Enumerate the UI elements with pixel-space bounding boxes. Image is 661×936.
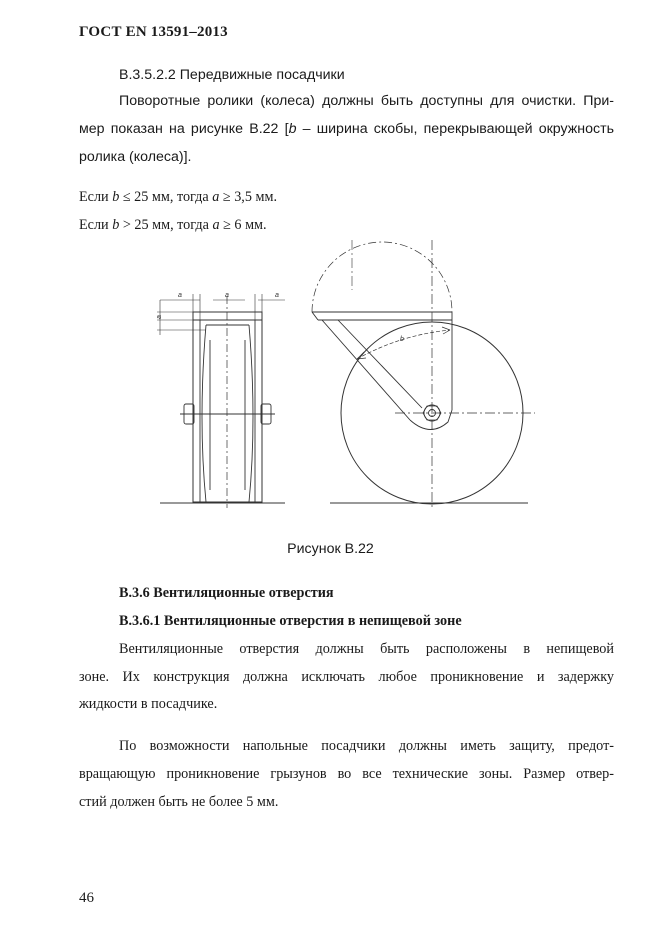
figure-caption: Рисунок В.22 — [287, 541, 374, 557]
caster-figure — [145, 236, 545, 511]
text-fragment: ≥ 6 мм. — [219, 217, 267, 233]
variable-a: a — [212, 189, 220, 205]
document-header: ГОСТ EN 13591–2013 — [79, 24, 228, 40]
caster-front-view — [312, 240, 535, 508]
paragraph-line: ролика (колеса)]. — [79, 149, 192, 165]
label-a-left: a — [178, 292, 182, 299]
text-fragment: Если — [79, 217, 113, 233]
text-fragment: ≥ 3,5 мм. — [219, 189, 277, 205]
paragraph-line: жидкости в посадчике. — [79, 696, 218, 712]
section-subheading-b361: В.3.6.1 Вентиляционные отверстия в непищевой зоне — [119, 613, 462, 629]
label-a-middle: a — [225, 292, 229, 299]
variable-b: b — [112, 189, 120, 205]
paragraph-line: По возможности напольные посадчики должны иметь защиту, предот- — [119, 738, 614, 754]
variable-b: b — [112, 217, 120, 233]
label-a-right: a — [275, 292, 279, 299]
paragraph-line: вращающую проникновение грызунов во все технические зоны. Размер отвер- — [79, 766, 614, 782]
text-fragment: – ширина скобы, перекрывающей окружность — [296, 121, 614, 137]
text-fragment: ≤ 25 мм, тогда — [119, 189, 213, 205]
paragraph-line: Поворотные ролики (колеса) должны быть доступны для очистки. При- — [119, 93, 614, 109]
label-a-vertical: a — [156, 315, 163, 319]
section-heading-b36: В.3.6 Вентиляционные отверстия — [119, 585, 334, 601]
page-number: 46 — [79, 890, 94, 906]
condition-line-2 — [79, 211, 614, 239]
text-fragment: Если — [79, 189, 113, 205]
text-fragment: мер показан на рисунке В.22 [ — [79, 121, 289, 137]
caster-side-view — [157, 294, 285, 508]
text-fragment: > 25 мм, тогда — [119, 217, 213, 233]
paragraph-line: зоне. Их конструкция должна исключать любое проникновение и задержку — [79, 669, 614, 685]
paragraph-line: Вентиляционные отверстия должны быть расположены в непищевой — [119, 641, 614, 657]
condition-line-1 — [79, 183, 614, 211]
paragraph-line: стий должен быть не более 5 мм. — [79, 794, 279, 810]
variable-b: b — [288, 121, 297, 137]
section-heading-b3522: В.3.5.2.2 Передвижные посадчики — [119, 67, 345, 83]
label-b: b — [400, 336, 404, 343]
variable-a: a — [212, 217, 220, 233]
paragraph-line — [79, 115, 614, 143]
